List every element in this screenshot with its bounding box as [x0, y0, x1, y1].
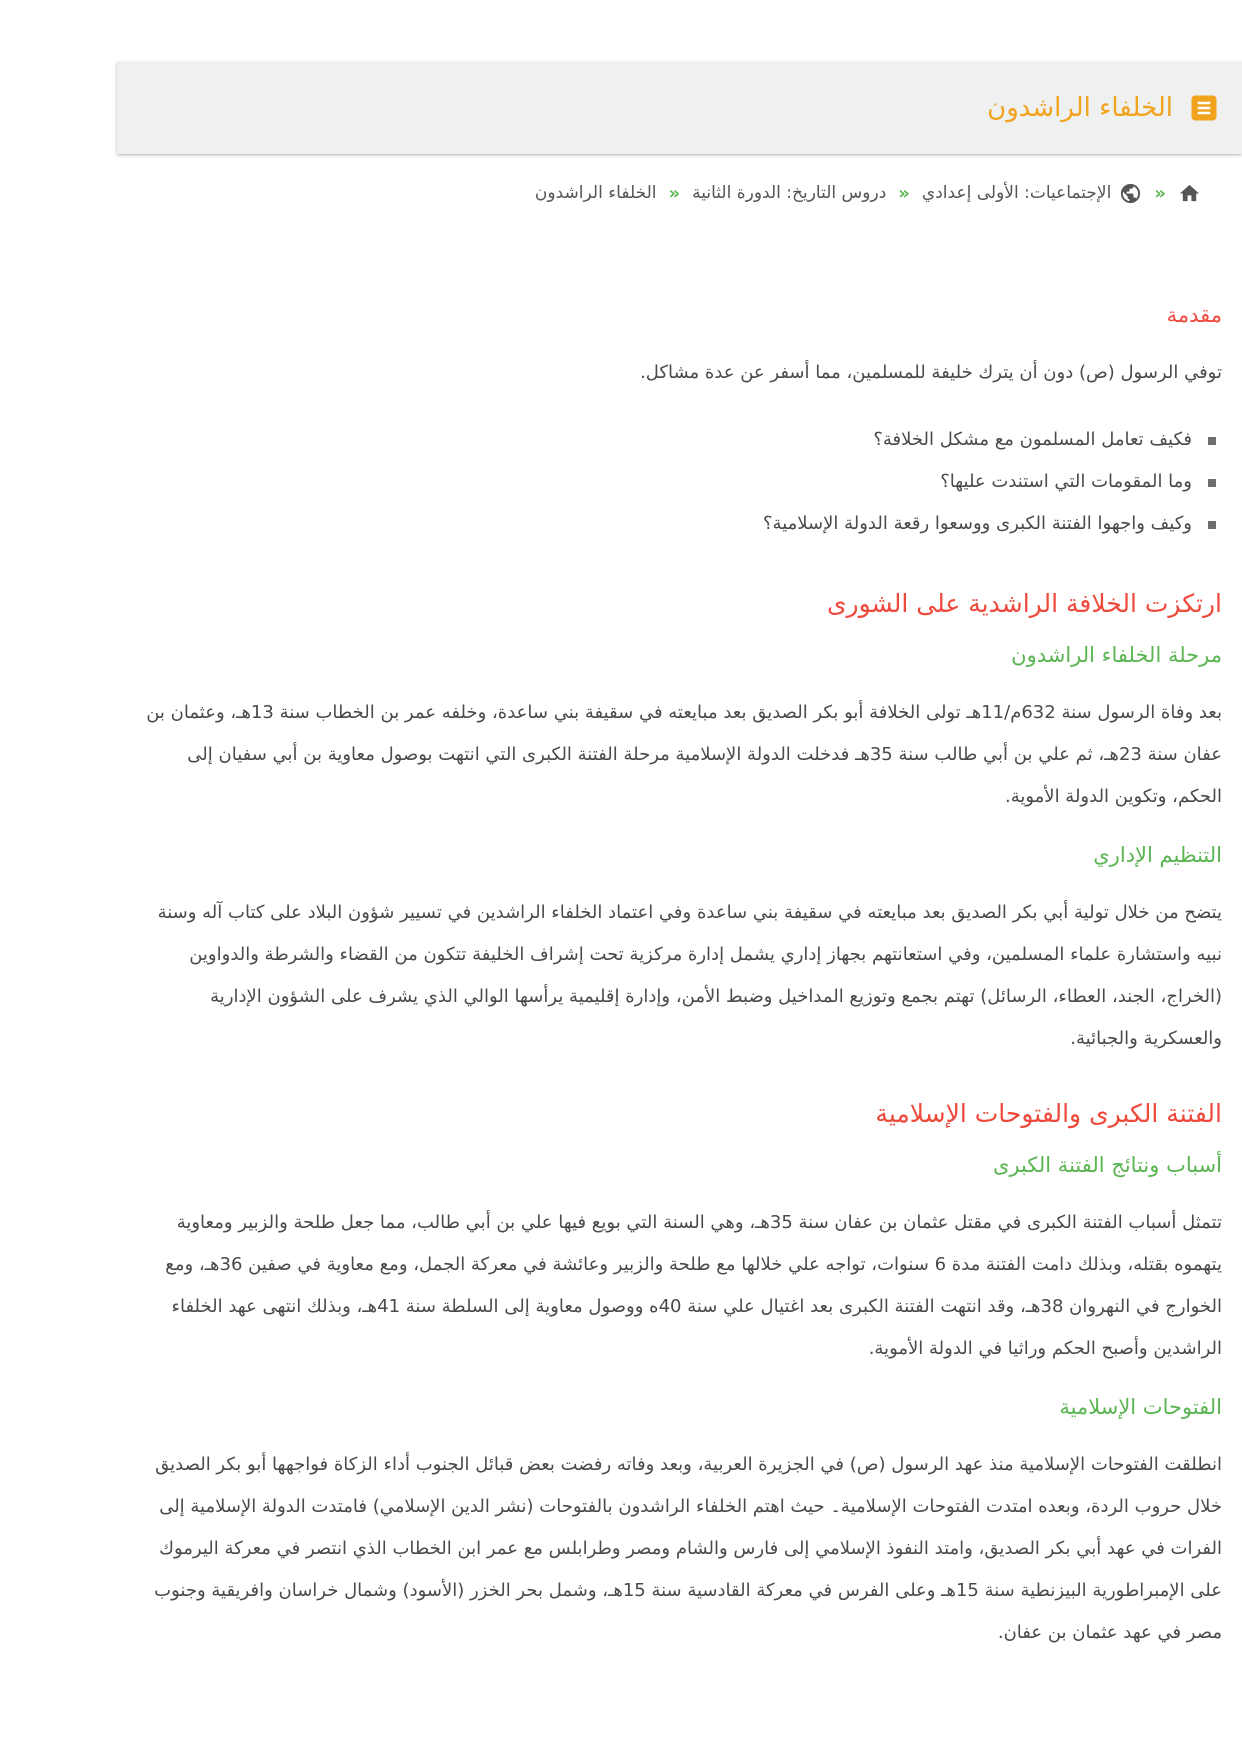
breadcrumb-home-link[interactable]	[1178, 182, 1201, 205]
home-icon	[1178, 182, 1201, 205]
intro-paragraph: توفي الرسول (ص) دون أن يترك خليفة للمسلمين، مما أسفر عن عدة مشاكل.	[640, 362, 1222, 383]
list-item	[137, 460, 1222, 502]
breadcrumb-separator: »	[1154, 182, 1166, 204]
breadcrumb-item-social-studies[interactable]	[922, 182, 1142, 205]
breadcrumb	[117, 176, 1242, 210]
breadcrumb-separator: »	[668, 182, 681, 204]
list-item	[137, 502, 1222, 544]
list-item-text: وكيف واجهوا الفتنة الكبرى ووسعوا رقعة الدولة الإسلامية؟	[763, 512, 1192, 534]
section-shura	[137, 584, 1222, 1060]
subsection-paragraph: تتمثل أسباب الفتنة الكبرى في مقتل عثمان بن عفان سنة 35هـ، وهي السنة التي بويع فيها علي بن أبي طالب، مما جعل طلحة والزبير ومعاوية يتهموه بقتله، وبذلك دامت الفتنة مدة 6 سنوات، تواجه علي خلالها مع طلحة والزبير وعائشة في معركة الجمل، ومع معاوية في صفين 36هـ، ومع الخوارج في النهروان 38هـ، وقد انتهت الفتنة الكبرى بعد اغتيال علي سنة 40ه ووصول معاوية إلى السلطة سنة 41هـ، وبذلك انتهى عهد الخلفاء الراشدين وأصبح الحكم وراثيا في الدولة الأموية.	[165, 1212, 1222, 1359]
subsection-paragraph: يتضح من خلال تولية أبي بكر الصديق بعد مبايعته في سقيفة بني ساعدة وفي اعتماد الخلفاء الراشدين في تسيير شؤون البلاد على كتاب آله وسنة نبيه واستشارة علماء المسلمين، وفي استعانتهم بجهاز إداري يشمل إدارة مركزية تحت إشراف الخليفة تتكون من القضاء والشرطة والدواوين (الخراج، الجند، العطاء، الرسائل) تهتم بجمع وتوزيع المداخيل وضبط الأمن، وإدارة إقليمية يرأسها الوالي الذي يشرف على الشؤون الإدارية والعسكرية والجبائية.	[157, 902, 1222, 1049]
page-header	[117, 62, 1242, 154]
breadcrumb-item-current: الخلفاء الراشدون	[534, 183, 657, 203]
globe-icon	[1119, 182, 1142, 205]
page-title: الخلفاء الراشدون	[987, 93, 1173, 123]
intro-section	[137, 298, 1222, 544]
intro-heading: مقدمة	[1166, 303, 1222, 327]
square-bullet-icon	[1208, 521, 1216, 529]
square-bullet-icon	[1208, 479, 1216, 487]
list-item	[137, 418, 1222, 460]
subsection-heading: الفتوحات الإسلامية	[1059, 1395, 1222, 1419]
list-item-text: وما المقومات التي استندت عليها؟	[940, 470, 1192, 492]
question-list	[137, 418, 1222, 544]
section-fitna-conquests	[137, 1094, 1222, 1654]
list-item-text: فكيف تعامل المسلمون مع مشكل الخلافة؟	[873, 428, 1192, 450]
breadcrumb-item-history-lessons[interactable]: دروس التاريخ: الدورة الثانية	[692, 183, 887, 203]
lesson-content	[117, 298, 1242, 1654]
document-icon	[1189, 93, 1219, 123]
subsection-heading: أسباب ونتائج الفتنة الكبرى	[992, 1153, 1222, 1177]
subsection-heading: التنظيم الإداري	[1093, 843, 1222, 867]
subsection-paragraph: انطلقت الفتوحات الإسلامية منذ عهد الرسول (ص) في الجزيرة العربية، وبعد وفاته رفضت بعض قبائل الجنوب أداء الزكاة فواجهها أبو بكر الصديق خلال حروب الردة، وبعده امتدت الفتوحات الإسلامية۔ حيث اهتم الخلفاء الراشدون بالفتوحات (نشر الدين الإسلامي) فامتدت الدولة الإسلامية إلى الفرات في عهد أبي بكر الصديق، وامتد النفوذ الإسلامي إلى فارس والشام ومصر وطرابلس مع عمر ابن الخطاب الذي انتصر في معركة اليرموك على الإمبراطورية البيزنطية سنة 15هـ وعلى الفرس في معركة القادسية سنة 15هـ، وشمل بحر الخزر (الأسود) وشمال خراسان وافريقية وجنوب مصر في عهد عثمان بن عفان.	[154, 1454, 1222, 1643]
page	[117, 0, 1242, 1654]
section-heading: ارتكزت الخلافة الراشدية على الشورى	[826, 589, 1222, 618]
subsection-heading: مرحلة الخلفاء الراشدون	[1011, 643, 1222, 667]
breadcrumb-item-label: الإجتماعيات: الأولى إعدادي	[921, 183, 1112, 203]
breadcrumb-separator: »	[898, 182, 910, 204]
square-bullet-icon	[1208, 437, 1216, 445]
subsection-paragraph: بعد وفاة الرسول سنة 632م/11هـ تولى الخلافة أبو بكر الصديق بعد مبايعته في سقيفة بني ساعدة، وخلفه عمر بن الخطاب سنة 13هـ، وعثمان بن عفان سنة 23هـ، ثم علي بن أبي طالب سنة 35هـ فدخلت الدولة الإسلامية مرحلة الفتنة الكبرى التي انتهت بوصول معاوية بن أبي سفيان إلى الحكم، وتكوين الدولة الأموية.	[146, 702, 1222, 807]
section-heading: الفتنة الكبرى والفتوحات الإسلامية	[875, 1099, 1222, 1128]
